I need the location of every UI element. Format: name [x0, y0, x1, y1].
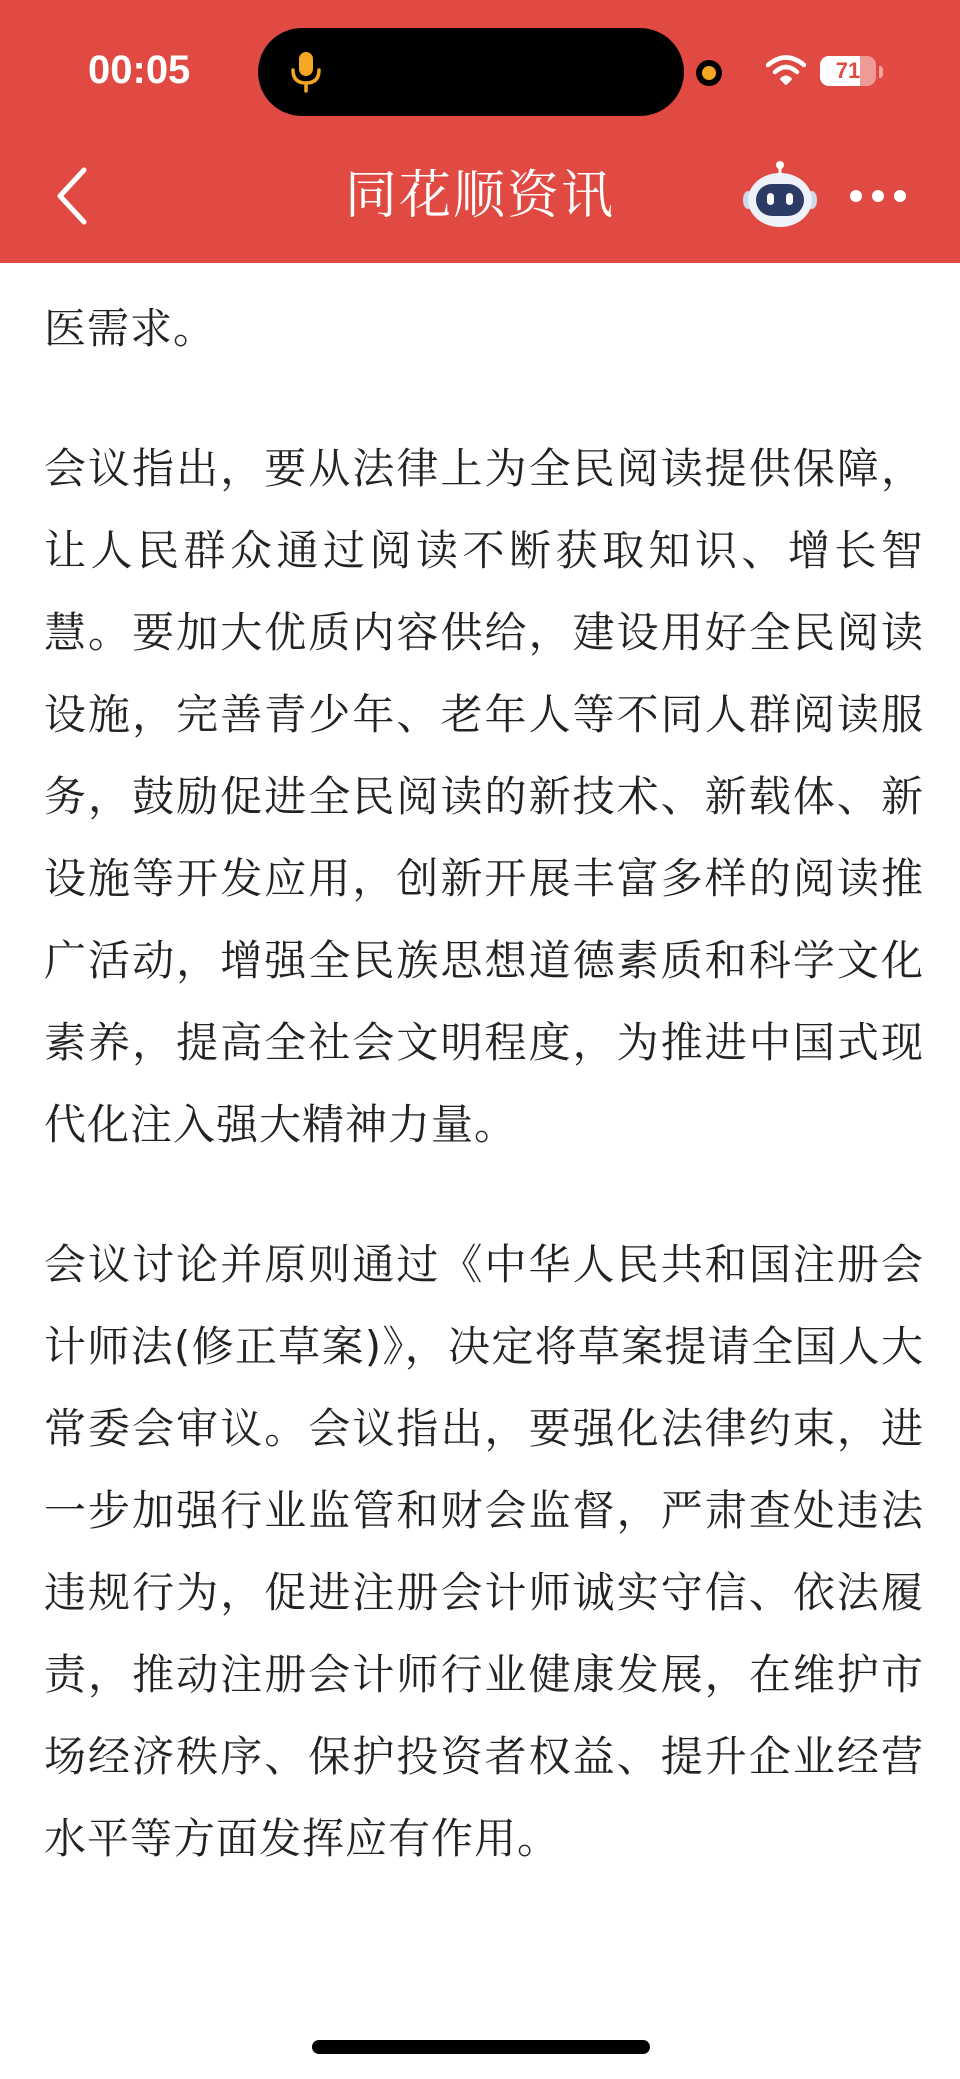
privacy-indicator-icon	[696, 60, 722, 86]
battery-cap	[879, 66, 883, 78]
article-body	[44, 263, 924, 1880]
article-paragraph: 医需求。	[44, 304, 217, 353]
battery-level-text: 71	[835, 58, 861, 83]
more-dots-icon[interactable]	[848, 184, 908, 208]
home-indicator[interactable]	[312, 2040, 650, 2054]
microphone-icon	[288, 50, 324, 94]
page-title: 同花顺资讯	[344, 166, 615, 226]
article-paragraph: 会议讨论并原则通过《中华人民共和国注册会计师法(修正草案)》，决定将草案提请全国人大常委会审议。会议指出，要强化法律约束，进一步加强行业监管和财会监督，严肃查处违法违规行为，促进注册会计师诚实守信、依法履责，推动注册会计师行业健康发展，在维护市场经济秩序、保护投资者权益、提升企业经营水平等方面发挥应有作用。	[44, 1240, 924, 1863]
status-time: 00:05	[88, 48, 191, 92]
battery-icon	[820, 56, 876, 86]
dynamic-island	[258, 28, 684, 116]
wifi-icon	[766, 54, 806, 86]
robot-icon[interactable]	[742, 160, 818, 230]
article-paragraph: 会议指出，要从法律上为全民阅读提供保障，让人民群众通过阅读不断获取知识、增长智慧。要加大优质内容供给，建设用好全民阅读设施，完善青少年、老年人等不同人群阅读服务，鼓励促进全民阅读的新技术、新载体、新设施等开发应用，创新开展丰富多样的阅读推广活动，增强全民族思想道德素质和科学文化素养，提高全社会文明程度，为推进中国式现代化注入强大精神力量。	[44, 444, 924, 1149]
app-header	[0, 0, 960, 263]
chevron-left-icon[interactable]	[52, 166, 92, 226]
